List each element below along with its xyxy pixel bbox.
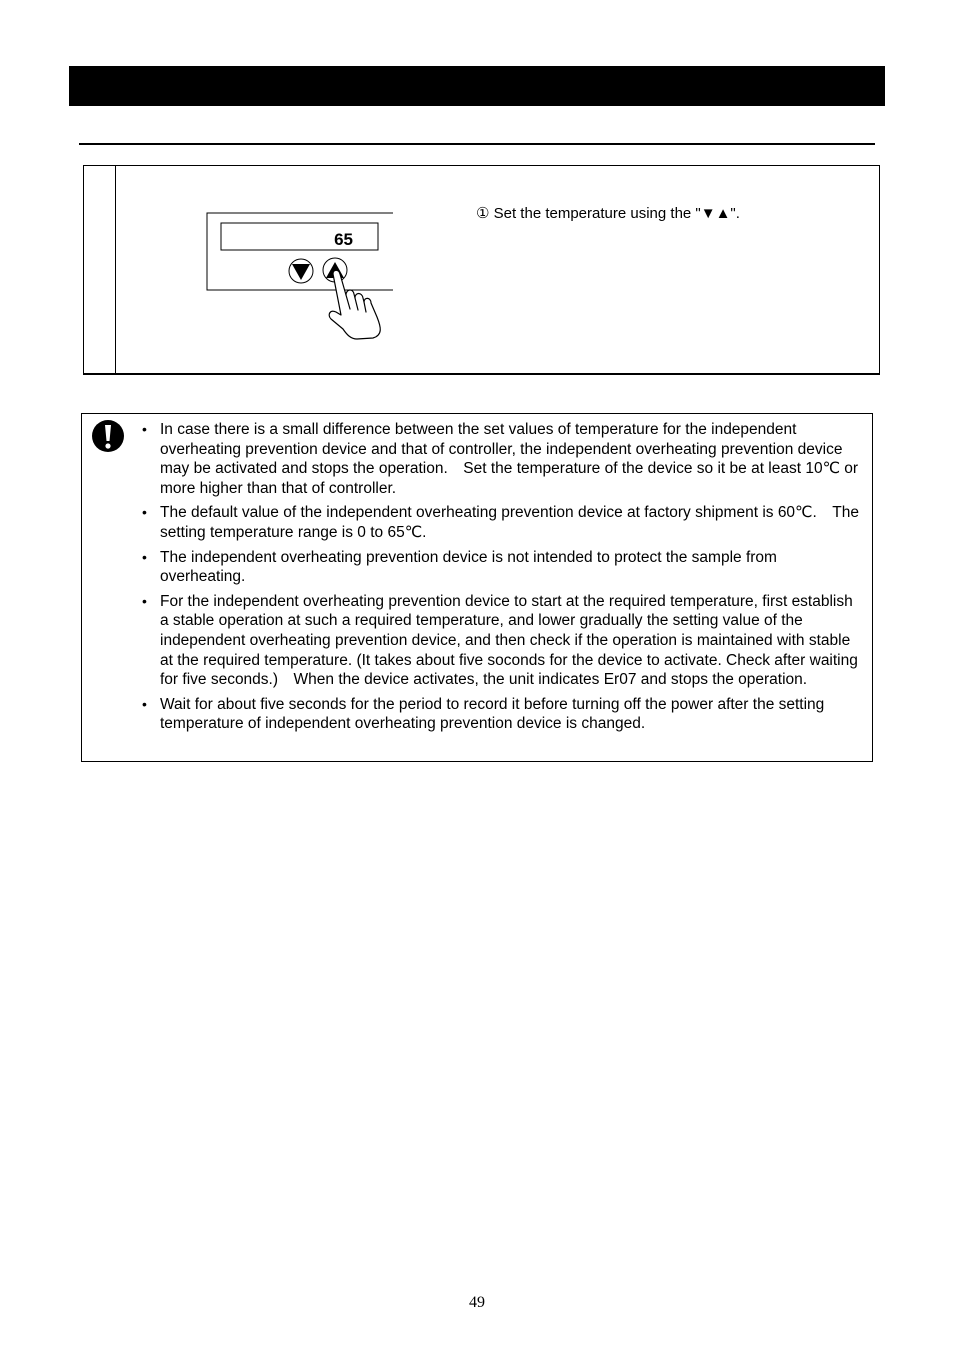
down-button-icon	[289, 259, 313, 283]
step-instruction	[476, 204, 740, 222]
notice-item: • Wait for about five seconds for the period to record it before turning off the power after the setting temperature of independent overheating prevention device is changed.	[140, 695, 860, 734]
display-value: 65	[334, 230, 353, 249]
temperature-display	[221, 223, 378, 250]
notice-item: • In case there is a small difference between the set values of temperature for the independent overheating prevention device and that of controller, the independent overheating prevention device may be activated and stops the operation. Set the temperature of the device so it be at least 10℃ or more higher than that of controller.	[140, 420, 860, 498]
section-header-bar	[69, 66, 885, 106]
page-number: 49	[469, 1294, 485, 1311]
caution-notice-box	[81, 413, 873, 762]
pointing-hand-icon	[329, 270, 380, 339]
notice-item: • For the independent overheating prevention device to start at the required temperature, first establish a stable operation at such a required temperature, and lower gradually the setting value of the independent overheating prevention device, and then check if the operation is maintained with stable at the required temperature. (It takes about five soconds for the device to activate. Check after waiting for five seconds.) When the device activates, the unit indicates Er07 and stops the operation.	[140, 592, 860, 690]
step-number-column	[84, 166, 116, 373]
notice-item: • The default value of the independent overheating prevention device at factory shipment is 60℃. The setting temperature range is 0 to 65℃.	[140, 503, 860, 542]
caution-exclamation-icon	[91, 419, 125, 453]
step-marker: ①	[476, 205, 490, 222]
control-panel-illustration	[205, 211, 405, 341]
section-divider	[79, 143, 875, 145]
step-box	[83, 165, 880, 375]
notice-list	[140, 420, 860, 739]
notice-item: • The independent overheating prevention device is not intended to protect the sample from overheating.	[140, 548, 860, 587]
step-instruction-text: Set the temperature using the "▼▲".	[493, 205, 740, 222]
